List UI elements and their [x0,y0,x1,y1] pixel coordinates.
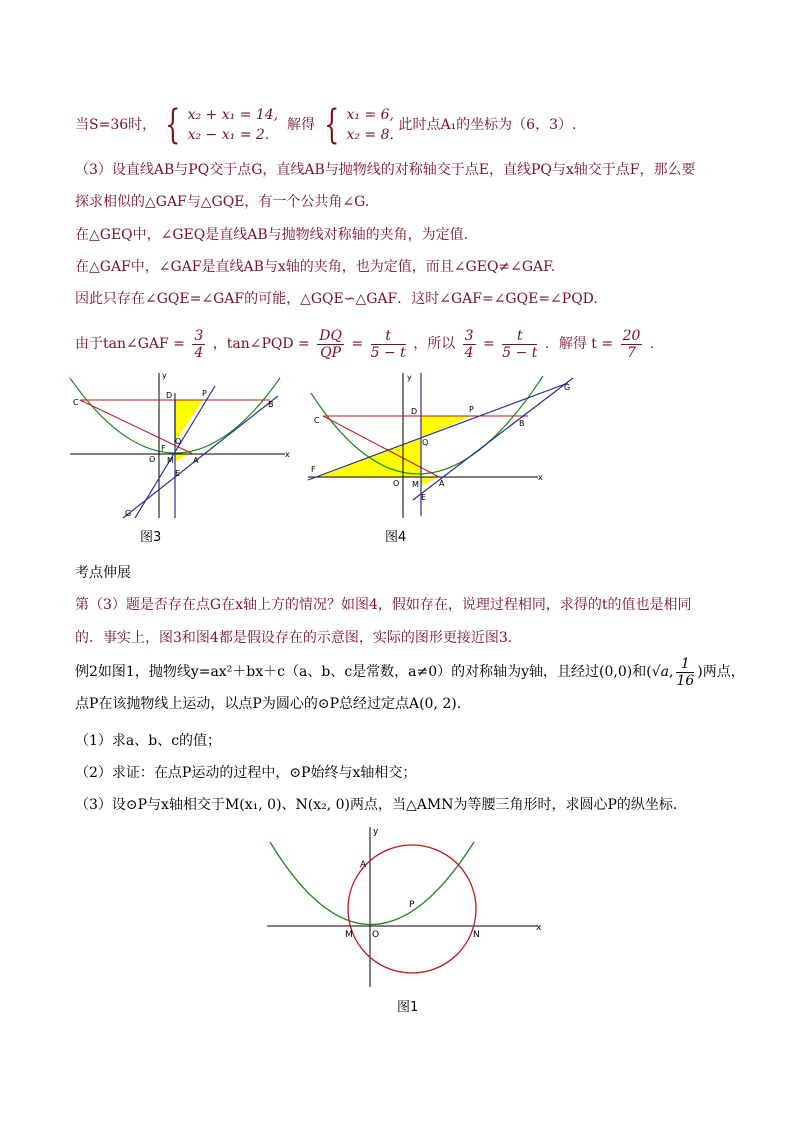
label-a: A [193,456,199,465]
num: t [371,328,406,345]
sqrt-a: √a [651,664,669,680]
figure-1 [262,822,547,990]
text: 当S=36时， [75,117,157,133]
den: 4 [464,344,474,361]
para3-b: 探求相似的△GAF与△GQE，有一个公共角∠G. [75,194,370,210]
label-m: M [167,456,174,465]
label-b: B [519,419,525,428]
den: 7 [627,344,636,361]
fraction [502,328,537,361]
label-n: N [473,930,480,940]
line-ab [413,378,573,500]
label-o: O [149,455,156,464]
q2: （2）求证：在点P运动的过程中，⊙P始终与x轴相交； [75,765,417,781]
num: 3 [194,327,204,344]
num: 3 [464,327,474,344]
label-m: M [412,480,419,489]
eq: x₁ = 6, [346,107,394,123]
fraction [676,656,694,689]
text: 例2如图1，抛物线y=ax²＋bx＋c（a、b、c是常数，a≠0）的对称轴为y轴，且经过(0,0)和( [75,664,652,680]
label-c: C [314,416,320,425]
fraction [192,328,205,361]
label-x: x [538,473,543,482]
figure-3 [65,368,295,523]
ex2-a [75,655,745,689]
label-y: y [162,371,167,380]
den: 5 − t [370,344,406,361]
label-y: y [407,373,412,382]
label-y: y [373,827,379,837]
label-g: G [564,383,571,392]
label-q: Q [175,437,182,446]
ex2-b: 点P在该抛物线上运动，以点P为圆心的⊙P总经过定点A(0, 2). [75,696,462,712]
label-p: P [202,389,207,398]
label-g: G [125,509,132,518]
label-e: E [421,493,427,502]
system-1 [188,105,279,145]
label-o: O [372,930,380,940]
section-title: 考点伸展 [75,565,131,581]
ext-b: 的．事实上，图3和图4都是假设存在的示意图，实际的图形更接近图3. [75,630,513,646]
caption-fig3: 图3 [140,530,162,545]
den: 16 [676,672,695,689]
text: ，所以 [413,336,456,352]
text: ，tan∠PQD = [212,336,310,352]
num: 1 [676,656,694,673]
den: 4 [194,344,204,361]
num: DQ [319,327,342,344]
text: )两点， [697,664,745,680]
label-d: D [166,391,173,400]
num: 20 [622,327,641,344]
label-p: P [469,405,474,414]
line-pq [308,383,571,480]
label-f: F [161,444,166,453]
fraction [621,328,643,361]
fraction [317,328,344,361]
fraction [463,328,476,361]
caption-fig1: 图1 [397,1000,419,1015]
text: ．解得 t = [544,336,614,352]
fill-triangle-pqd [175,400,203,442]
label-c: C [73,398,79,407]
text: = [483,336,495,352]
label-o: O [393,479,400,488]
den: QP [320,344,342,361]
label-a: A [439,479,445,488]
eq: x₂ = 8. [346,127,394,143]
text: 此时点A₁的坐标为（6，3）. [398,117,577,133]
para3-c: 在△GEQ中，∠GEQ是直线AB与抛物线对称轴的夹角，为定值. [75,227,469,243]
para3-a: （3）设直线AB与PQ交于点G，直线AB与抛物线的对称轴交于点E，直线PQ与x轴交于点F，那么要 [75,162,696,178]
label-b: B [268,400,274,409]
label-p: P [409,900,415,910]
label-e: E [175,469,181,478]
fraction [371,328,406,361]
caption-fig4: 图4 [385,530,407,545]
text: 由于tan∠GAF = [75,336,185,352]
system-2 [347,105,395,145]
eq: x₂ − x₁ = 2. [187,127,270,143]
eq: x₂ + x₁ = 14, [187,107,279,123]
q3: （3）设⊙P与x轴相交于M(x₁, 0)、N(x₂, 0)两点，当△AMN为等腰三角形时，求圆心P的纵坐标. [75,797,678,813]
comma: , [668,664,674,680]
tan-line [75,326,654,362]
label-x: x [285,450,290,459]
brace: { [165,102,181,148]
text: = [351,336,364,352]
para3-e: 因此只存在∠GQE=∠GAF的可能，△GQE∽△GAF．这时∠GAF=∠GQE=∠PQD. [75,291,598,307]
label-x: x [536,923,542,933]
fill-triangle-ama [175,454,189,462]
figure-4 [303,368,585,523]
label-f: F [311,465,316,474]
parabola [270,842,474,925]
text: . [649,336,655,352]
ext-a: 第（3）题是否存在点G在x轴上方的情况？如图4，假如存在，说理过程相同，求得的t的值也是相同 [75,597,692,613]
label-a: A [360,860,367,870]
line-s36 [75,102,577,148]
label-m: M [345,930,353,940]
brace: { [324,102,340,148]
den: 5 − t [502,344,538,361]
label-d: D [411,407,418,416]
q1: （1）求a、b、c的值； [75,733,222,749]
num: t [502,328,537,345]
text: 解得 [287,117,316,133]
para3-d: 在△GAF中，∠GAF是直线AB与x轴的夹角，也为定值，而且∠GEQ≠∠GAF. [75,259,556,275]
label-q: Q [422,438,429,447]
